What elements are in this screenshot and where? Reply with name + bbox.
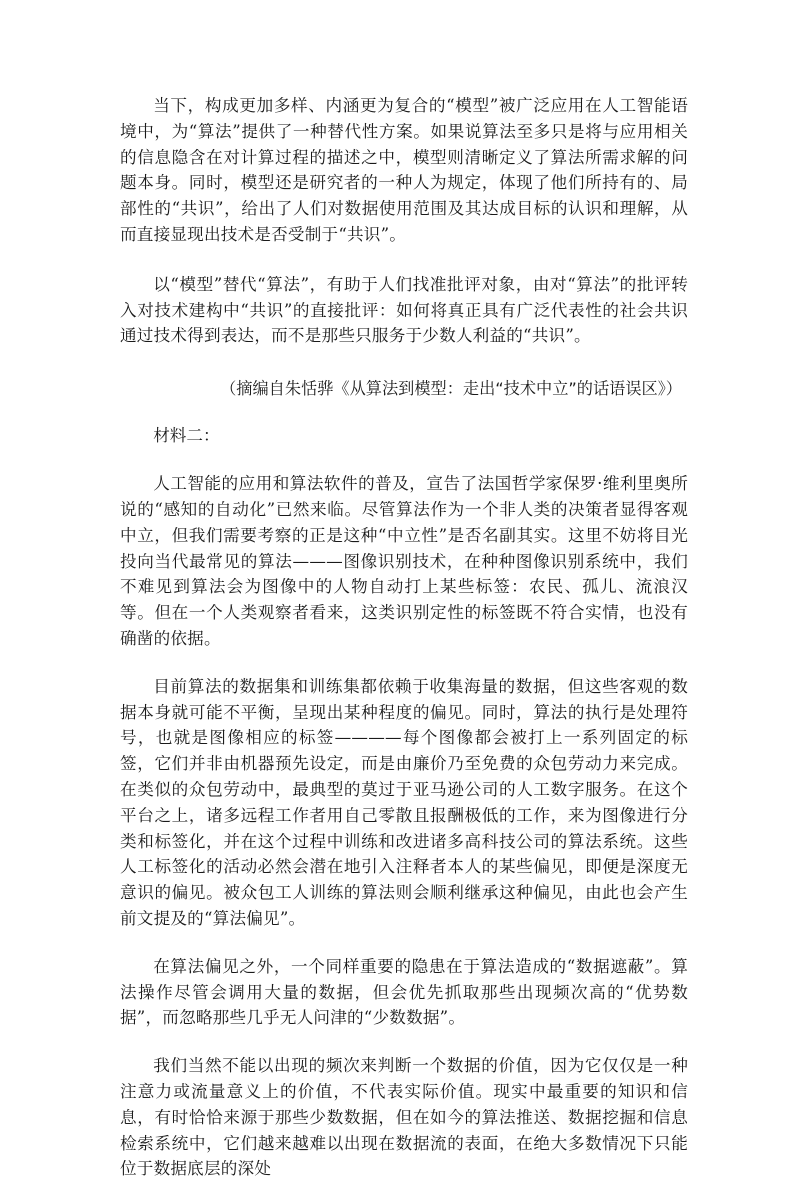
paragraph-perception-automation: 人工智能的应用和算法软件的普及，宣告了法国哲学家保罗·维利里奥所说的“感知的自动化”已然来临。尽管算法作为一个非人类的决策者显得客观中立，但我们需要考察的正是这种“中立性”是否名副其实。这里不妨将目光投向当代最常见的算法———图像识别技术，在种种图像识别系统中，我们不难见到算法会为图像中的人物自动打上某些标签：农民、孤儿、流浪汉等。但在一个人类观察者看来，这类识别定性的标签既不符合实情，也没有确凿的依据。: [120, 474, 688, 648]
material-two-heading: 材料二：: [153, 426, 220, 446]
paragraph-model-intro: 当下，构成更加多样、内涵更为复合的“模型”被广泛应用在人工智能语境中，为“算法”提供了一种替代性方案。如果说算法至多只是将与应用相关的信息隐含在对计算过程的描述之中，模型则清晰定义了算法所需求解的问题本身。同时，模型还是研究者的一种人为规定，体现了他们所持有的、局部性的“共识”，给出了人们对数据使用范围及其达成目标的认识和理解，从而直接显现出技术是否受制于“共识”。: [120, 96, 688, 244]
paragraph-data-value: 我们当然不能以出现的频次来判断一个数据的价值，因为它仅仅是一种注意力或流量意义上的价值，不代表实际价值。现实中最重要的知识和信息，有时恰恰来源于那些少数数据，但在如今的算法推送、数据挖掘和信息检索系统中，它们越来越难以出现在数据流的表面，在绝大多数情况下只能位于数据底层的深处: [120, 1056, 688, 1179]
paragraph-algorithm-bias: 目前算法的数据集和训练集都依赖于收集海量的数据，但这些客观的数据本身就可能不平衡，呈现出某种程度的偏见。同时，算法的执行是处理符号，也就是图像相应的标签————每个图像都会被打上一系列固定的标签，它们并非由机器预先设定，而是由廉价乃至免费的众包劳动力来完成。在类似的众包劳动中，最典型的莫过于亚马逊公司的人工数字服务。在这个平台之上，诸多远程工作者用自己零散且报酬极低的工作，来为图像进行分类和标签化，并在这个过程中训练和改进诸多高科技公司的算法系统。这些人工标签化的活动必然会潜在地引入注释者本人的某些偏见，即便是深度无意识的偏见。被众包工人训练的算法则会顺利继承这种偏见，由此也会产生前文提及的“算法偏见”。: [120, 676, 688, 928]
paragraph-model-critique: 以“模型”替代“算法”，有助于人们找准批评对象，由对“算法”的批评转入对技术建构中“共识”的直接批评：如何将真正具有广泛代表性的社会共识通过技术得到表达，而不是那些只服务于少数人利益的“共识”。: [120, 274, 688, 346]
source-citation: （摘编自朱恬骅《从算法到模型：走出“技术中立”的话语误区》）: [220, 379, 682, 399]
document-page: [120, 93, 688, 1182]
paragraph-data-masking: 在算法偏见之外，一个同样重要的隐患在于算法造成的“数据遮蔽”。算法操作尽管会调用大量的数据，但会优先抓取那些出现频次高的“优势数据”，而忽略那些几乎无人问津的“少数数据”。: [120, 956, 688, 1028]
